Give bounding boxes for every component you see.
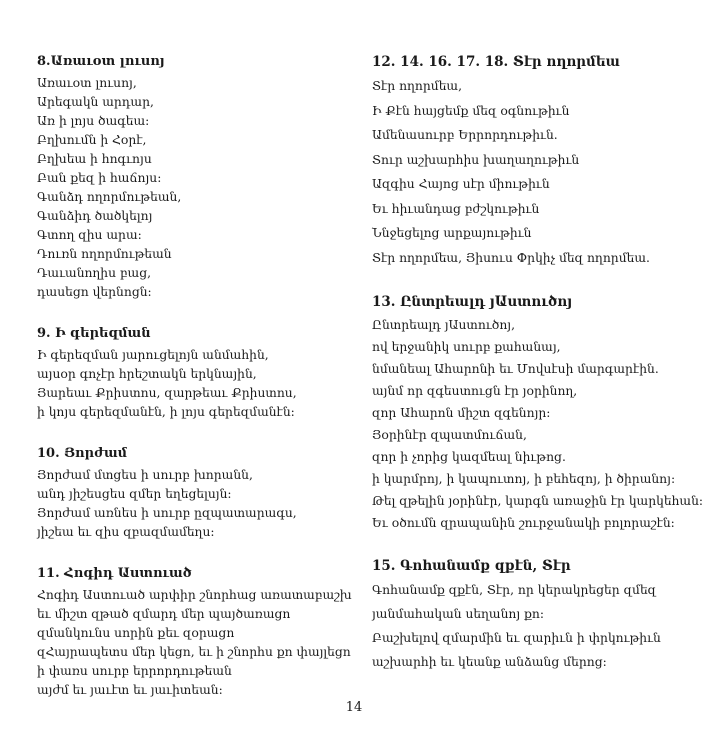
text-line: Առաւօտ լուսոյ, xyxy=(37,76,137,90)
text-line: Ամենասուրբ Երրորդութիւն. xyxy=(372,128,558,142)
text-line: Գանձիդ ծածկելոյ xyxy=(37,209,153,223)
left-column xyxy=(37,52,352,722)
text-line: յիշեա եւ զիս զբազմամեղս: xyxy=(37,525,215,539)
text-line: Ընտրեալդ յԱստուծոյ, xyxy=(372,318,516,332)
text-line: Տէր ողորմեա, xyxy=(372,79,463,93)
section-9 xyxy=(37,324,337,422)
section-title: 9. Ի գերեզման xyxy=(37,326,151,341)
text-line: Բղխումն ի Հօրէ, xyxy=(37,133,147,147)
text-line: զոր Ահարոն միշտ զգենոյր: xyxy=(372,406,551,420)
text-line: Դուռն ողորմութեան xyxy=(37,247,172,261)
section-title: 15. Գոհանամք զքէն, Տէր xyxy=(372,558,571,574)
text-line: այժմ եւ յաւէտ եւ յաւիտեան: xyxy=(37,683,223,697)
text-line: նմանեալ Ահարոնի եւ Մովսէսի մարգարէին. xyxy=(372,362,659,376)
text-line: Հոգիդ Աստուած արփիր շնորհաց առատաբաշխ xyxy=(37,588,352,602)
text-line: յանմահական սեղանոյ քո: xyxy=(372,607,545,621)
section-10 xyxy=(37,444,337,542)
text-line: դասեցո վերնոցն: xyxy=(37,285,152,299)
text-line: Ի գերեզման յարուցելոյն անմահին, xyxy=(37,348,269,362)
section-title: 11. Հոգիդ Աստուած xyxy=(37,566,192,581)
text-line: այսօր գոչէր հրեշտակն երկնային, xyxy=(37,367,257,381)
text-line: ով երջանիկ սուրբ քահանայ, xyxy=(372,340,561,354)
text-line: զոր ի չորից կազմեալ նիւթոց. xyxy=(372,450,566,464)
text-line: Դաւանողիս բաց, xyxy=(37,266,152,280)
text-line: Գանձդ ողորմութեան, xyxy=(37,190,182,204)
text-line: Տէր ողորմեա, Յիսուս Փրկիչ մեզ ողորմեա. xyxy=(372,250,650,265)
text-line: աշխարհի եւ կեանք անձանց մերոց: xyxy=(372,655,607,669)
text-line: Տուր աշխարհիս խաղաղութիւն xyxy=(372,152,580,167)
text-line: եւ միշտ զթած զմարդ մեր պայծառացո xyxy=(37,607,291,621)
section-title: 10. Յորժամ xyxy=(37,446,128,461)
text-line: ի կոյս գերեզմանէն, ի լոյս գերեզմանէն: xyxy=(37,405,295,419)
text-line: Ազգիս Հայոց սէր միութիւն xyxy=(372,177,550,191)
text-line: Գոհանամք զքէն, Տէր, որ կերակրեցեր զմեզ xyxy=(372,583,657,597)
text-line: ի կարմրոյ, ի կապուտոյ, ի բեհեզոյ, ի ծիրանոյ: xyxy=(372,472,676,486)
text-line: Առ ի լոյս ծագեա: xyxy=(37,114,150,128)
section-13 xyxy=(372,292,704,534)
page-number: 14 xyxy=(345,700,363,715)
section-8 xyxy=(37,52,337,302)
section-title: 12. 14. 16. 17. 18. Տէր ողորմեա xyxy=(372,54,620,70)
text-line: Բաշխելով զմարմին եւ զարիւն ի փրկութիւն xyxy=(372,631,661,645)
text-line: Յորժամ մտցես ի սուրբ խորանն, xyxy=(37,468,253,482)
text-line: Եւ օծումն զրապանին շուրջանակի բոլորաշէն: xyxy=(372,516,675,530)
text-line: Գտող զիս արա: xyxy=(37,228,142,242)
section-title: 13. Ընտրեալդ յԱստուծոյ xyxy=(372,294,573,310)
text-line: ի փառս սուրբ երրորդութեան xyxy=(37,664,232,678)
text-line: Եւ հիւանդաց բժշկութիւն xyxy=(372,201,540,216)
text-line: Յորժամ առնես ի սուրբ ըզպատարագս, xyxy=(37,506,297,520)
text-line: Թել զթելին յօրինէր, կարգն առաջին էր կարկեհան: xyxy=(372,494,704,508)
text-line: զմանկունս սորին քեւ զօրացո xyxy=(37,626,235,640)
text-line: զՀայրապետս մեր կեցո, եւ ի շնորհս քո փայլեցո xyxy=(37,645,351,659)
section-15 xyxy=(372,556,692,674)
section-12 xyxy=(372,52,692,270)
text-line: Յօրինէր զպատմուճան, xyxy=(372,428,527,442)
text-line: այնմ որ զգեստուցն էր յօրինող, xyxy=(372,384,578,398)
text-line: անդ յիշեսցես զմեր եղեցելսյն: xyxy=(37,487,232,501)
text-line: Բղխեա ի հոգւոյս xyxy=(37,152,152,166)
text-line: Արեգակն արդար, xyxy=(37,95,154,109)
text-line: Յարեաւ Քրիստոս, զարթեաւ Քրիստոս, xyxy=(37,386,297,400)
section-11 xyxy=(37,564,352,700)
text-line: Ննջեցելոց արքայութիւն xyxy=(372,226,532,240)
text-line: Բան քեզ ի հաճոյս: xyxy=(37,171,162,185)
text-line: Ի Քէն հայցեմք մեզ օգնութիւն xyxy=(372,103,570,118)
section-title: 8.Առաւօտ լուսոյ xyxy=(37,54,165,69)
right-column xyxy=(372,52,704,696)
